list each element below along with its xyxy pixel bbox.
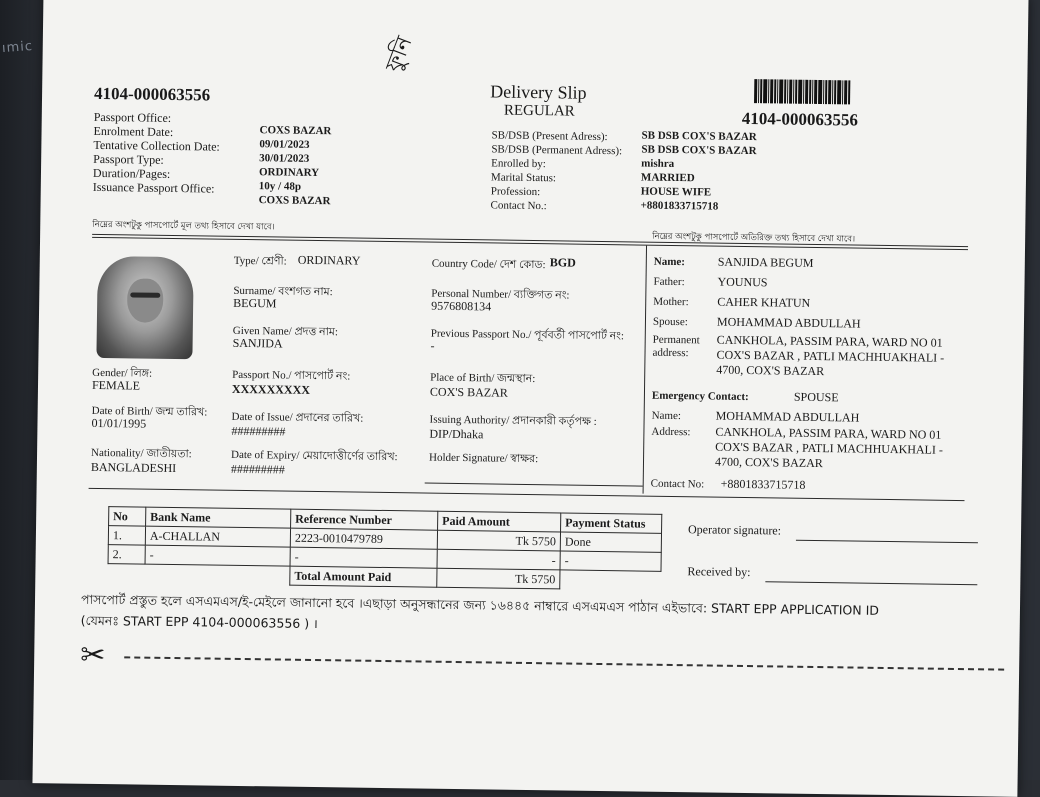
duration-pages-value: 10y / 48p [258, 180, 302, 193]
contact-no-label: Contact No.: [490, 199, 547, 213]
row-amount: Tk 5750 [437, 530, 560, 551]
profession-label: Profession: [490, 185, 541, 199]
note-main-info: নিম্নের অংশটুকু পাসপোর্টে মূল তথ্য হিসাবে দেখা যাবে। [92, 219, 275, 233]
row-reference: - [290, 547, 437, 568]
photo-face [127, 278, 164, 322]
previous-passport-value: - [430, 338, 435, 353]
permanent-address-line-3: 4700, COX'S BAZAR [716, 362, 825, 379]
personal-number-value: 9576808134 [431, 298, 492, 314]
row-reference: 2223-0010479789 [290, 528, 437, 549]
previous-passport-label: Previous Passport No./ পূর্ববর্তী পাসপোর্ট নং: [430, 327, 625, 343]
passport-photo [96, 256, 193, 359]
header-payment-status: Payment Status [561, 513, 662, 533]
emergency-address-line-1: CANKHOLA, PASSIM PARA, WARD NO 01 [715, 424, 942, 442]
passport-type-value: ORDINARY [258, 166, 320, 180]
row-no: 1. [108, 526, 145, 546]
issuing-authority-label: Issuing Authority/ প্রদানকারী কর্তৃপক্ষ : [429, 413, 597, 428]
sb-present-value: SB DSB COX'S BAZAR [641, 129, 757, 144]
permanent-address-label: Permanent [652, 333, 700, 347]
enrolment-date-label: Enrolment Date: [93, 123, 174, 139]
emergency-name-label: Name: [651, 409, 682, 423]
dob-value: 01/01/1995 [91, 415, 147, 431]
surname-label: Surname/ বংশগত নাম: [233, 284, 333, 299]
barcode [754, 79, 850, 104]
name-value: SANJIDA BEGUM [717, 254, 814, 270]
mother-value: CAHER KHATUN [717, 294, 811, 310]
duration-pages-label: Duration/Pages: [92, 165, 171, 181]
issuance-office-value: COXS BAZAR [258, 194, 331, 208]
gender-value: FEMALE [91, 377, 141, 393]
dob-label: Date of Birth/ জন্ম তারিখ: [91, 404, 208, 419]
section-divider-bottom [89, 488, 965, 501]
sb-permanent-label: SB/DSB (Permanent Adress): [491, 143, 623, 158]
given-name-label: Given Name/ প্রদত্ত নাম: [232, 324, 339, 339]
sb-present-label: SB/DSB (Present Adress): [491, 129, 608, 144]
received-by-label: Received by: [687, 564, 751, 580]
application-number-left: 4104-000063556 [93, 83, 211, 105]
type-label: Type/ শ্রেণী: [233, 254, 287, 268]
delivery-slip-paper [32, 0, 1028, 797]
contact-no-value: +8801833715718 [640, 199, 719, 213]
row-bank-name: A-CHALLAN [145, 526, 290, 547]
row-status: Done [560, 532, 661, 552]
row-no: 2. [108, 545, 145, 565]
cut-line [124, 656, 1004, 670]
issue-date-value: ######### [231, 423, 286, 439]
nationality-label: Nationality/ জাতীয়তা: [90, 446, 192, 461]
note-additional-info: নিম্নের অংশটুকু পাসপোর্টে অতিরিক্ত তথ্য হিসাবে দেখা যাবে। [652, 231, 856, 245]
place-of-birth-label: Place of Birth/ জন্মস্থান: [430, 371, 536, 386]
permanent-address-line-1: CANKHOLA, PASSIM PARA, WARD NO 01 [716, 332, 943, 350]
emergency-contact-label: Emergency Contact: [651, 389, 749, 404]
header-paid-amount: Paid Amount [438, 511, 561, 532]
emergency-contact-no-value: +8801833715718 [720, 476, 806, 492]
page-title: Delivery Slip [490, 81, 587, 103]
photo-eyes [130, 292, 160, 297]
profession-value: HOUSE WIFE [640, 185, 712, 199]
enrolled-by-value: mishra [641, 157, 675, 170]
emergency-address-line-3: 4700, COX'S BAZAR [714, 454, 823, 471]
passport-office-value: COXS BAZAR [259, 124, 332, 138]
holder-signature-label: Holder Signature/ স্বাক্ষর: [428, 451, 539, 466]
issuance-office-label: Issuance Passport Office: [92, 179, 215, 196]
background-text: ımic [1, 38, 34, 57]
marital-status-label: Marital Status: [490, 171, 557, 185]
permanent-address-line-2: COX'S BAZAR , PATLI MACHHUAKHALI - [716, 347, 945, 365]
country-code-label: Country Code/ দেশ কোড: [431, 257, 546, 272]
given-name-value: SANJIDA [232, 335, 283, 351]
emergency-address-label: Address: [651, 425, 691, 439]
collection-date-value: 30/01/2023 [259, 152, 310, 165]
header-bank-name: Bank Name [146, 507, 291, 528]
spouse-value: MOHAMMAD ABDULLAH [716, 314, 861, 331]
marital-status-value: MARRIED [640, 171, 695, 185]
sms-instruction: পাসপোর্ট প্রস্তুত হলে এসএমএস/ই-মেইলে জানানো হবে ।এছাড়া অনুসন্ধানের জন্য ১৬৪৪৫ নাম্বারে এসএমএস পাঠান এইভাবে: START EPP APPLICATION ID [80, 591, 880, 618]
emergency-address-line-2: COX'S BAZAR , PATLI MACHHUAKHALI - [715, 439, 944, 457]
operator-signature-line [796, 540, 978, 544]
father-value: YOUNUS [717, 274, 768, 290]
personal-number-label: Personal Number/ ব্যক্তিগত নং: [431, 287, 570, 302]
passport-type-label: Passport Type: [93, 151, 164, 167]
passport-no-value: XXXXXXXXX [231, 381, 311, 397]
holder-signature-line [425, 483, 643, 487]
page-subtitle: REGULAR [503, 102, 575, 120]
row-status: - [560, 551, 661, 571]
row-amount: - [437, 549, 560, 570]
place-of-birth-value: COX'S BAZAR [429, 384, 508, 400]
permanent-address-label-2: address: [652, 346, 689, 360]
total-label: Total Amount Paid [290, 566, 437, 587]
sms-example: (যেমনঃ START EPP 4104-000063556 ) । [80, 612, 318, 632]
sb-permanent-value: SB DSB COX'S BAZAR [641, 143, 757, 158]
handwritten-mark: ফুনি [381, 33, 418, 76]
type-value: ORDINARY [297, 252, 361, 268]
header-reference-number: Reference Number [291, 509, 438, 530]
surname-value: BEGUM [233, 295, 277, 311]
nationality-value: BANGLADESHI [90, 459, 177, 476]
operator-signature-label: Operator signature: [687, 522, 782, 538]
passport-office-label: Passport Office: [93, 109, 172, 125]
header-no: No [109, 507, 146, 527]
country-code-value: BGD [549, 255, 576, 270]
expiry-date-label: Date of Expiry/ মেয়াদোত্তীর্ণের তারিখ: [230, 448, 398, 464]
gender-label: Gender/ লিঙ্গ: [92, 366, 153, 380]
spouse-label: Spouse: [652, 315, 688, 329]
application-number-right: 4104-000063556 [741, 108, 859, 130]
passport-no-label: Passport No./ পাসপোর্ট নং: [232, 368, 351, 383]
row-bank-name: - [145, 545, 290, 566]
expiry-date-value: ######### [230, 461, 285, 477]
column-divider [643, 246, 647, 494]
emergency-contact-value: SPOUSE [793, 389, 839, 405]
emergency-name-value: MOHAMMAD ABDULLAH [715, 408, 860, 425]
scissors-icon: ✂ [80, 637, 106, 674]
enrolled-by-label: Enrolled by: [491, 157, 546, 171]
total-amount: Tk 5750 [437, 568, 560, 589]
mother-label: Mother: [653, 295, 689, 309]
received-by-line [765, 581, 977, 585]
enrolment-date-value: 09/01/2023 [259, 138, 310, 151]
issue-date-label: Date of Issue/ প্রদানের তারিখ: [231, 410, 364, 425]
payment-table [107, 506, 662, 591]
name-label: Name: [653, 255, 686, 269]
emergency-contact-no-label: Contact No: [650, 477, 705, 491]
issuing-authority-value: DIP/Dhaka [429, 426, 484, 442]
father-label: Father: [653, 275, 685, 289]
collection-date-label: Tentative Collection Date: [93, 137, 220, 154]
